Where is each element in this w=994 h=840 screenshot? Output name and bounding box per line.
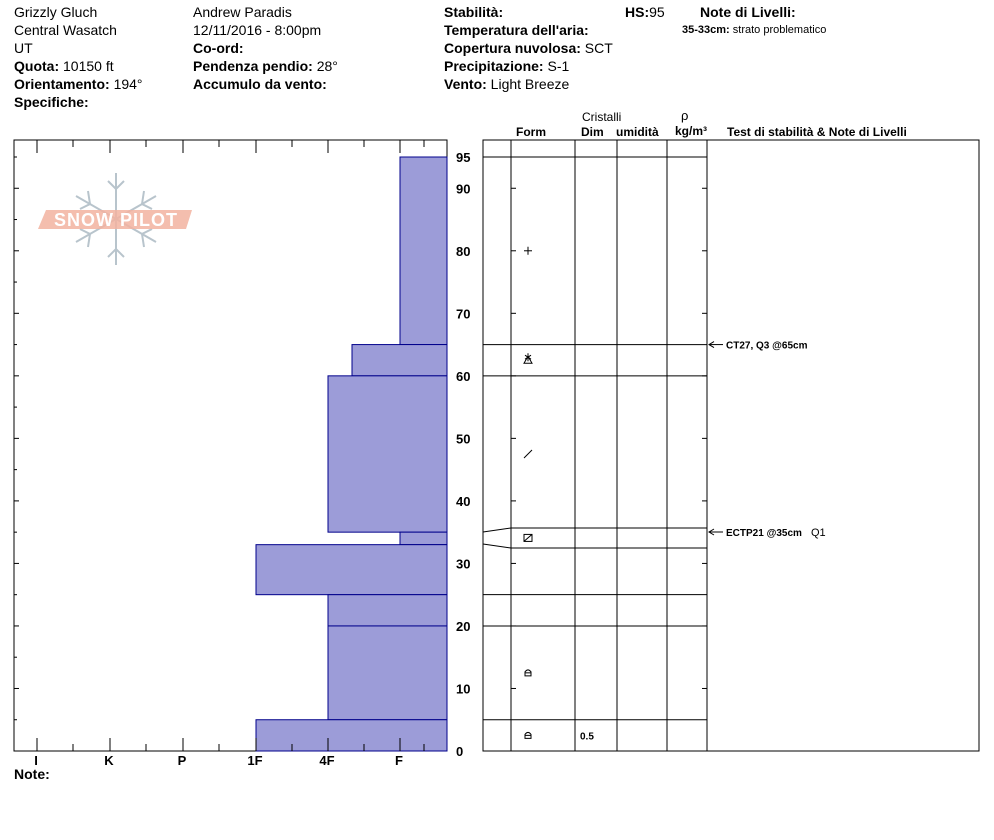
observer: Andrew Paradis xyxy=(193,4,292,20)
grain-symbol xyxy=(525,732,531,738)
stability-tests xyxy=(709,341,826,539)
grain-symbol xyxy=(524,247,532,255)
test-label: CT27, Q3 @65cm xyxy=(726,340,808,352)
profile-table-frame xyxy=(483,140,979,751)
wind-value: Light Breeze xyxy=(490,76,570,92)
precip-label: Precipitazione: xyxy=(444,58,544,74)
notes-label: Note: xyxy=(14,766,50,782)
grain-symbol xyxy=(524,450,532,458)
depth-label: 40 xyxy=(456,493,471,509)
moisture-header: umidità xyxy=(616,125,659,139)
state: UT xyxy=(14,40,33,56)
hardness-bars xyxy=(256,157,447,751)
layer-note-text: strato problematico xyxy=(732,24,827,36)
grain-symbol xyxy=(525,670,531,676)
x-axis-label: 4F xyxy=(319,753,335,768)
test-label: ECTP21 @35cm xyxy=(726,528,802,539)
stability-label: Stabilità: xyxy=(444,4,504,20)
x-axis-label: K xyxy=(104,753,114,768)
x-axis-labels xyxy=(34,753,403,768)
density-unit-header: kg/m³ xyxy=(675,124,708,138)
layer-notes-label: Note di Livelli: xyxy=(700,4,796,20)
form-header: Form xyxy=(516,125,546,139)
snowpilot-logo xyxy=(38,173,192,265)
layer-note-depth: 35-33cm: xyxy=(682,24,730,36)
layer-connector xyxy=(483,544,511,548)
hardness-bar xyxy=(400,157,447,345)
grain-form-symbols xyxy=(524,247,594,743)
x-axis-label: I xyxy=(34,753,38,768)
tests-header: Test di stabilità & Note di Livelli xyxy=(727,125,907,139)
depth-label: 10 xyxy=(456,681,471,697)
depth-label: 90 xyxy=(456,181,471,197)
air-temp-label: Temperatura dell'aria: xyxy=(444,22,589,38)
hs-value: 95 xyxy=(649,4,665,20)
test-suffix: Q1 xyxy=(811,527,826,539)
hardness-bar xyxy=(328,376,447,532)
slope-value: 28° xyxy=(316,58,338,74)
grain-dim: 0.5 xyxy=(580,731,594,743)
hs-label: HS: xyxy=(625,4,650,20)
hardness-bar xyxy=(328,626,447,720)
hardness-bar xyxy=(400,532,447,545)
hardness-bar xyxy=(256,720,447,751)
depth-axis xyxy=(456,150,470,759)
layer-connector xyxy=(483,528,511,532)
slope-label: Pendenza pendio: xyxy=(193,58,313,74)
depth-label: 30 xyxy=(456,556,471,572)
precip-value: S-1 xyxy=(547,58,570,74)
location: Grizzly Gluch xyxy=(14,4,98,20)
rho-header: ρ xyxy=(681,108,689,123)
table-ticks xyxy=(511,188,707,751)
depth-label: 95 xyxy=(456,150,471,165)
crystals-header: Cristalli xyxy=(582,110,622,124)
depth-label: 70 xyxy=(456,306,471,322)
aspect-label: Orientamento: xyxy=(14,76,110,92)
depth-label: 20 xyxy=(456,618,471,634)
depth-label: 80 xyxy=(456,243,471,259)
depth-label: 60 xyxy=(456,368,471,384)
coords-label: Co-ord: xyxy=(193,40,244,56)
datetime: 12/11/2016 - 8:00pm xyxy=(193,22,322,38)
specifics-label: Specifiche: xyxy=(14,94,89,110)
x-axis-label: 1F xyxy=(247,753,263,768)
dim-header: Dim xyxy=(581,125,604,139)
hardness-bar xyxy=(256,545,447,595)
cloud-label: Copertura nuvolosa: xyxy=(444,40,581,56)
grain-symbol xyxy=(524,534,532,541)
x-axis-label: F xyxy=(395,753,403,768)
x-axis-label: P xyxy=(177,753,187,768)
hardness-bar xyxy=(328,595,447,626)
elevation-value: 10150 ft xyxy=(63,58,114,74)
elevation-label: Quota: xyxy=(14,58,60,74)
cloud-value: SCT xyxy=(584,40,613,56)
depth-label: 0 xyxy=(456,744,464,759)
wind-label: Vento: xyxy=(444,76,487,92)
grain-symbol xyxy=(524,353,532,363)
range: Central Wasatch xyxy=(14,22,117,38)
depth-label: 50 xyxy=(456,431,471,447)
aspect-value: 194° xyxy=(113,76,143,92)
wind-loading-label: Accumulo da vento: xyxy=(193,76,327,92)
logo-text: SNOW PILOT xyxy=(54,210,178,230)
hardness-bar xyxy=(352,345,447,376)
layer-lines xyxy=(483,157,707,720)
